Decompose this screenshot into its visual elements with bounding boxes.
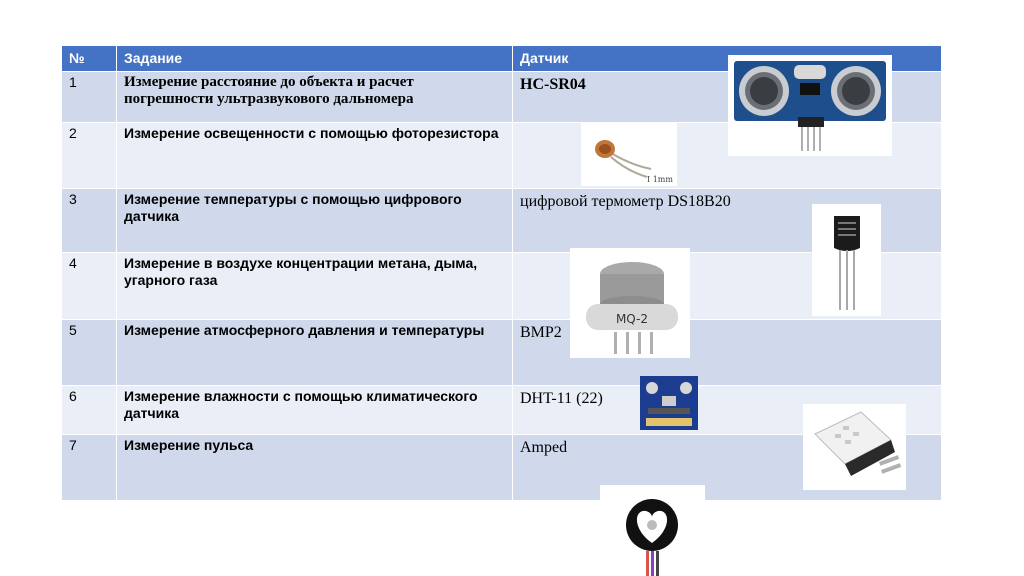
row-task: Измерение расстояние до объекта и расчет погрешности ультразвукового дальномера xyxy=(117,72,513,123)
table-row xyxy=(62,189,942,253)
row-task: Измерение пульса xyxy=(117,435,513,501)
header-sensor: Датчик xyxy=(513,46,942,72)
header-number: № xyxy=(62,46,117,72)
mq2-label: MQ-2 xyxy=(615,312,649,326)
row-number: 7 xyxy=(62,435,117,501)
row-number: 5 xyxy=(62,320,117,386)
photoresistor-image xyxy=(581,123,677,186)
table-row xyxy=(62,320,942,386)
row-task: Измерение влажности с помощью климатического датчика xyxy=(117,386,513,435)
row-task: Измерение атмосферного давления и температуры xyxy=(117,320,513,386)
row-number: 1 xyxy=(62,72,117,123)
mq2-image xyxy=(570,248,690,358)
row-number: 6 xyxy=(62,386,117,435)
row-task: Измерение в воздухе концентрации метана, дыма, угарного газа xyxy=(117,253,513,320)
hcsr04-image xyxy=(728,55,892,156)
ds18b20-image xyxy=(812,204,881,316)
row-number: 3 xyxy=(62,189,117,253)
row-sensor: цифровой термометр DS18B20 xyxy=(513,189,942,253)
header-task: Задание xyxy=(117,46,513,72)
row-sensor: Amped xyxy=(513,435,942,501)
bmp280-image xyxy=(640,376,698,430)
row-sensor: DHT-11 (22) xyxy=(513,386,942,435)
dht22-image xyxy=(803,404,906,490)
photoresistor-label: I 1mm xyxy=(647,175,673,184)
table-row xyxy=(62,253,942,320)
row-number: 4 xyxy=(62,253,117,320)
row-task: Измерение температуры с помощью цифрового датчика xyxy=(117,189,513,253)
row-number: 2 xyxy=(62,123,117,189)
pulse-sensor-image xyxy=(600,485,705,576)
row-sensor: HC-SR04 xyxy=(513,72,942,123)
row-sensor: BMP2 xyxy=(513,320,942,386)
row-task: Измерение освещенности с помощью фоторезистора xyxy=(117,123,513,189)
